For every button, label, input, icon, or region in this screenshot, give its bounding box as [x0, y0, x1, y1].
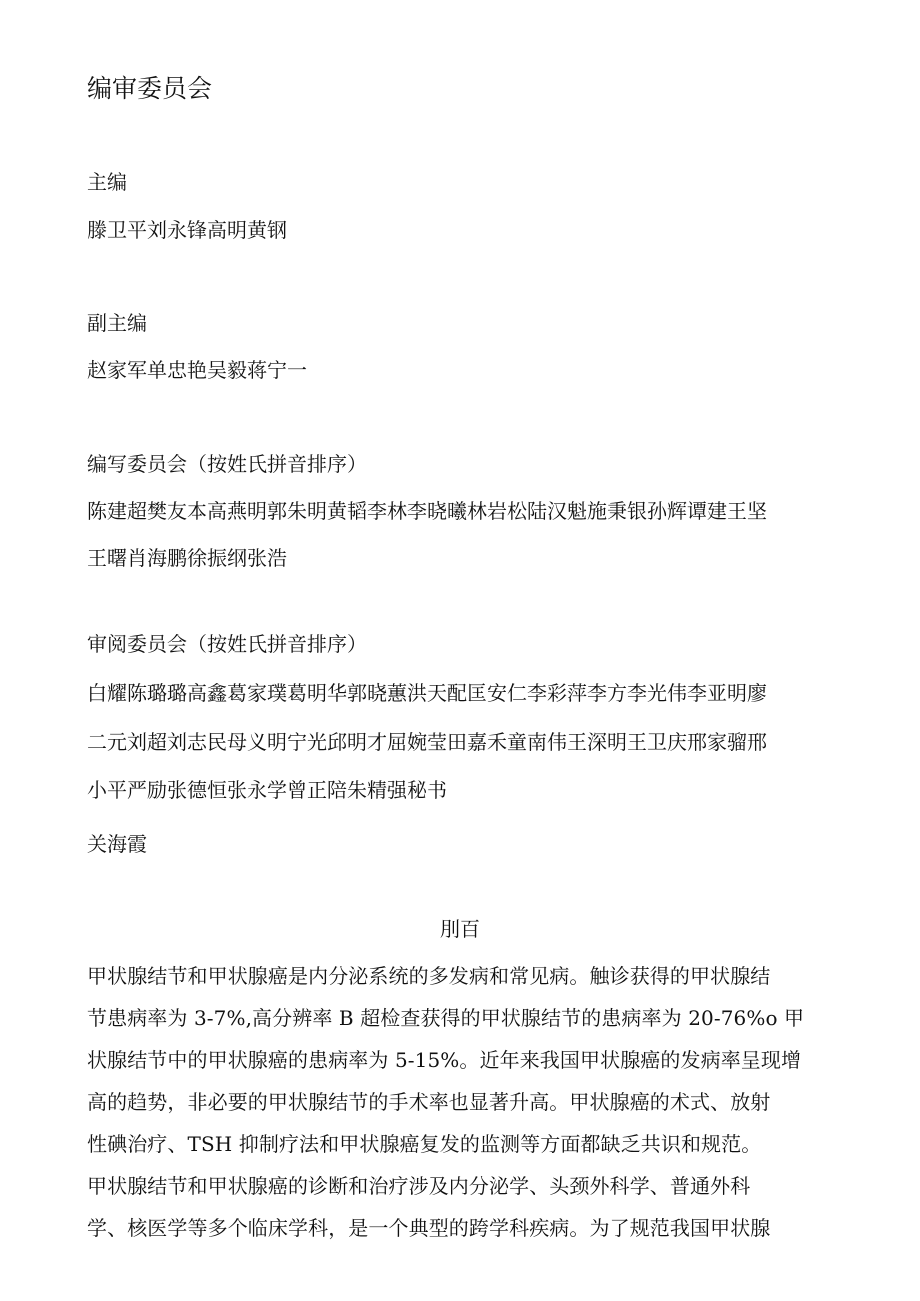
writing-committee-line-2: 王曙肖海鹏徐振纲张浩	[87, 546, 287, 570]
deputy-editors: 赵家军单忠艳吴毅蒋宁一	[87, 358, 307, 382]
preface-p2-line-2: 学、核医学等多个临床学科，是一个典型的跨学科疾病。为了规范我国甲状腺	[87, 1216, 771, 1240]
preface-p1-line-4: 高的趋势，非必要的甲状腺结节的手术率也显著升高。甲状腺癌的术式、放射	[87, 1090, 771, 1114]
review-committee-line-3: 小平严励张德恒张永学曾正陪朱精强秘书	[87, 778, 447, 802]
preface-p1-line-5: 性碘治疗、TSH 抑制疗法和甲状腺癌复发的监测等方面都缺乏共识和规范。	[87, 1132, 762, 1156]
review-committee-line-4: 关海霞	[87, 832, 147, 856]
committee-title: 编审委员会	[87, 74, 213, 103]
preface-p1-line-1: 甲状腺结节和甲状腺癌是内分泌系统的多发病和常见病。触诊获得的甲状腺结	[87, 964, 771, 988]
chief-editor-label: 主编	[87, 170, 127, 194]
review-committee-line-2: 二元刘超刘志民母义明宁光邱明才屈婉莹田嘉禾童南伟王深明王卫庆邢家骝邢	[87, 730, 767, 754]
preface-p2-line-1: 甲状腺结节和甲状腺癌的诊断和治疗涉及内分泌学、头颈外科学、普通外科	[87, 1174, 751, 1198]
writing-committee-line-1: 陈建超樊友本高燕明郭朱明黄韬李林李晓曦林岩松陆汉魁施秉银孙辉谭建王坚	[87, 499, 767, 523]
review-committee-line-1: 白耀陈璐璐高鑫葛家璞葛明华郭晓蕙洪天配匡安仁李彩萍李方李光伟李亚明廖	[87, 681, 767, 705]
review-committee-label: 审阅委员会（按姓氏拼音排序）	[87, 632, 367, 656]
writing-committee-label: 编写委员会（按姓氏拼音排序）	[87, 452, 367, 476]
preface-p1-line-2: 节患病率为 3-7%,高分辨率 B 超检查获得的甲状腺结节的患病率为 20-76%o 甲	[87, 1006, 805, 1030]
preface-p1-line-3: 状腺结节中的甲状腺癌的患病率为 5-15%。近年来我国甲状腺癌的发病率呈现增	[87, 1048, 802, 1072]
deputy-editor-label: 副主编	[87, 311, 147, 335]
chief-editors: 滕卫平刘永锋高明黄钢	[87, 218, 287, 242]
preface-title: 刖百	[440, 917, 480, 941]
